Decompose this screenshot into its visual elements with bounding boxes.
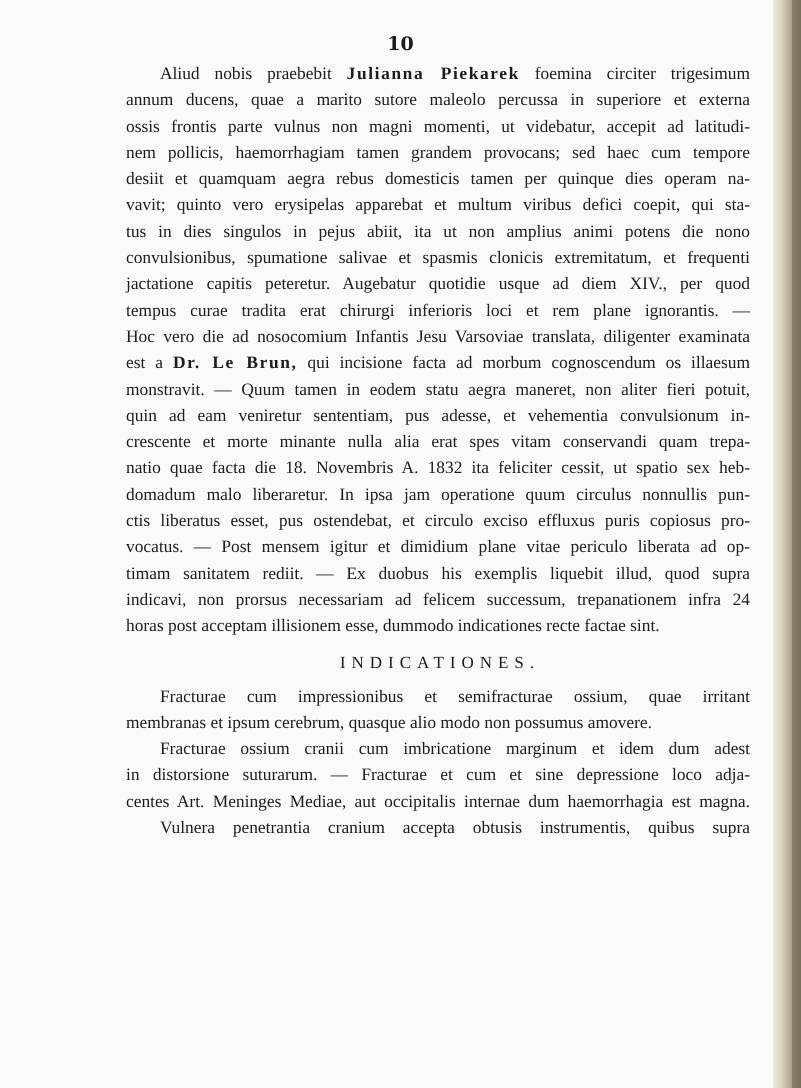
text-line: Fracturae cum impressionibus et semifracturae ossium, quae irritant	[160, 685, 750, 706]
section-heading: INDICATIONES.	[339, 652, 541, 672]
text-line: Vulnera penetrantia cranium accepta obtusis instrumentis, quibus supra	[160, 817, 750, 838]
text-line: annum ducens, quae a marito sutore maleolo percussa in superiore et externa	[126, 89, 750, 110]
text-line: est a Dr. Le Brun, qui incisione facta ad morbum cognoscendum os illaesum	[126, 352, 750, 373]
text-line: Aliud nobis praebebit Julianna Piekarek foemina circiter trigesimum	[160, 63, 750, 83]
text-line: desiit et quamquam aegra rebus domesticis tamen per quinque dies operam na-	[126, 168, 750, 189]
text-line: crescente et morte minante nulla alia erat spes vitam conservandi quam trepa-	[126, 431, 750, 452]
page-gutter-edge	[792, 0, 801, 1088]
text-line: timam sanitatem rediit. — Ex duobus his exemplis liquebit illud, quod supra	[126, 562, 750, 583]
body-text	[126, 60, 750, 840]
text-line: ctis liberatus esset, pus ostendebat, et circulo exciso effluxus puris copiosus pro-	[126, 510, 750, 531]
text-line: membranas et ipsum cerebrum, quasque alio modo non possumus amovere.	[126, 711, 652, 732]
text-line: convulsionibus, spumatione salivae et spasmis clonicis extremitatum, et frequenti	[126, 247, 750, 268]
text-line: vocatus. — Post mensem igitur et dimidium plane vitae periculo liberata ad op-	[126, 536, 750, 557]
text-line: natio quae facta die 18. Novembris A. 1832 ita feliciter cessit, ut spatio sex heb-	[126, 457, 750, 478]
text-line: quin ad eam veniretur sententiam, pus adesse, et vehementia convulsionum in-	[126, 404, 750, 425]
page-number: 10	[387, 33, 414, 55]
text-line: indicavi, non prorsus necessariam ad felicem successum, trepanationem infra 24	[126, 588, 750, 609]
text-line: vavit; quinto vero erysipelas apparebat et multum viribus defici coepit, qui sta-	[126, 194, 750, 215]
text-line: ossis frontis parte vulnus non magni momenti, ut videbatur, accepit ad latitudi-	[126, 115, 750, 136]
text-line: nem pollicis, haemorrhagiam tamen grandem provocans; sed haec cum tempore	[126, 141, 750, 162]
text-line: tus in dies singulos in pejus abiit, ita ut non amplius animi potens die nono	[126, 220, 750, 241]
text-line: Hoc vero die ad nosocomium Infantis Jesu Varsoviae translata, diligenter examinata	[126, 325, 750, 346]
text-line: Fracturae ossium cranii cum imbricatione marginum et idem dum adest	[160, 738, 750, 759]
text-line: monstravit. — Quum tamen in eodem statu aegra maneret, non aliter fieri potuit,	[126, 378, 750, 399]
text-line: domadum malo liberaretur. In ipsa jam operatione quum circulus nonnullis pun-	[126, 483, 750, 504]
text-line: tempus curae tradita erat chirurgi inferioris loci et rem plane ignorantis. —	[126, 299, 750, 320]
text-line: centes Art. Meninges Mediae, aut occipitalis internae dum haemorrhagia est magna.	[126, 790, 750, 811]
patient-name: Julianna Piekarek	[346, 63, 520, 83]
text-line: horas post acceptam illisionem esse, dummodo indicationes recte factae sint.	[126, 615, 660, 636]
text-line: jactatione capitis peteretur. Augebatur quotidie usque ad diem XIV., per quod	[126, 273, 750, 294]
doctor-name: Dr. Le Brun,	[172, 352, 298, 373]
text-line: in distorsione suturarum. — Fracturae et cum et sine depressione loco adja-	[126, 764, 750, 785]
